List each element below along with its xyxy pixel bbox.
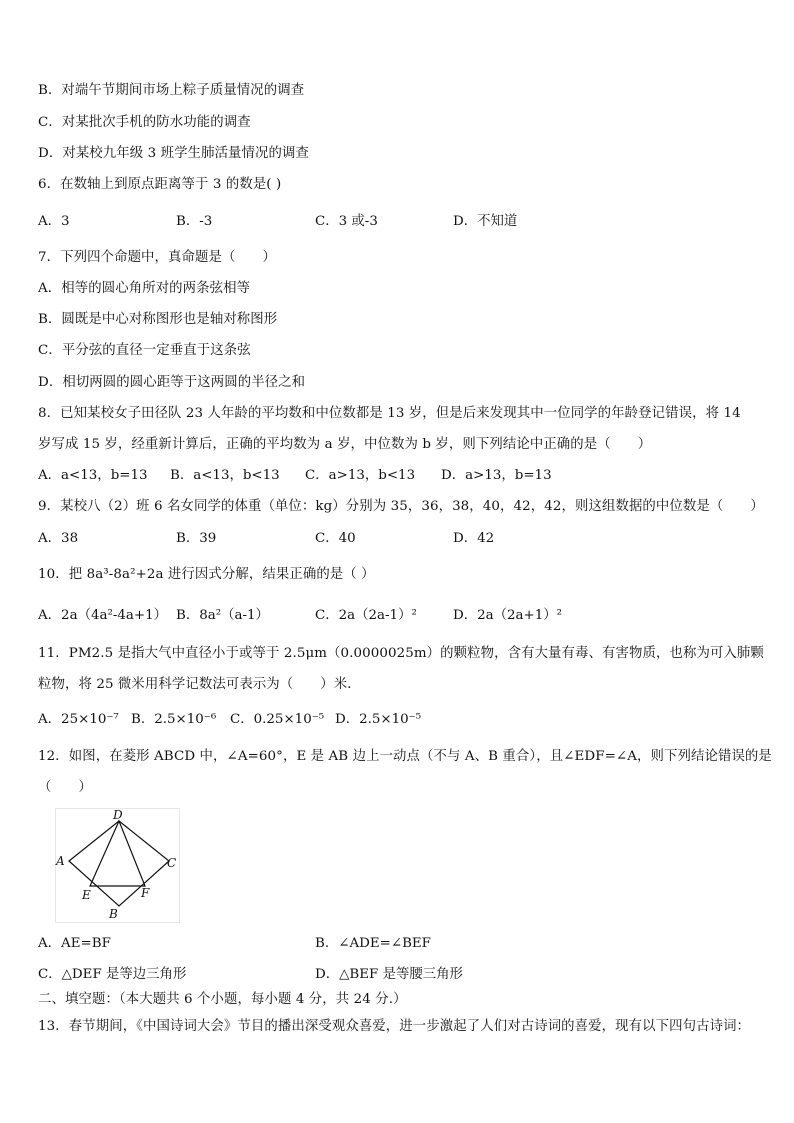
- q10-option-d: D．2a（2a+1）²: [453, 608, 563, 623]
- q9-option-a: A．38: [38, 531, 79, 546]
- q11-option-a: A．25×10⁻⁷: [38, 712, 119, 727]
- q7-option-a: A．相等的圆心角所对的两条弦相等: [38, 281, 251, 296]
- q8-stem-line1: 8．已知某校女子田径队 23 人年龄的平均数和中位数都是 13 岁，但是后来发现其中一位同学的年龄登记错误，将 14: [38, 406, 741, 421]
- label-a: A: [56, 854, 65, 868]
- q5-option-b: B．对端午节期间市场上粽子质量情况的调查: [38, 83, 305, 98]
- q10-option-b: B．8a²（a-1）: [176, 608, 269, 623]
- triangle-def: [90, 821, 145, 886]
- q11-stem-line2: 粒物，将 25 微米用科学记数法可表示为（ ）米．: [38, 677, 361, 692]
- q11-option-b: B．2.5×10⁻⁶: [131, 712, 217, 727]
- q10-option-a: A．2a（4a²-4a+1）: [38, 608, 167, 623]
- q8-option-c: C．a>13，b<13: [305, 468, 416, 483]
- q13-stem: 13．春节期间，《中国诗词大会》节目的播出深受观众喜爱，进一步激起了人们对古诗词的喜爱，现有以下四句古诗词：: [38, 1019, 751, 1034]
- q8-option-a: A．a<13，b=13: [38, 468, 148, 483]
- rhombus-figure: [55, 808, 180, 923]
- q9-stem: 9．某校八（2）班 6 名女同学的体重（单位：kg）分别为 35，36，38，40，42，42，则这组数据的中位数是（ ）: [38, 499, 764, 514]
- q5-option-d: D．对某校九年级 3 班学生肺活量情况的调查: [38, 146, 309, 161]
- q7-option-c: C．平分弦的直径一定垂直于这条弦: [38, 343, 251, 358]
- q6-option-d: D．不知道: [453, 214, 518, 229]
- q12-option-c: C．△DEF 是等边三角形: [38, 967, 187, 982]
- q7-stem: 7．下列四个命题中，真命题是（ ）: [38, 250, 276, 265]
- q7-option-d: D．相切两圆的圆心距等于这两圆的半径之和: [38, 375, 306, 390]
- q12-stem-line2: （ ）: [38, 780, 92, 795]
- q5-option-c: C．对某批次手机的防水功能的调查: [38, 115, 251, 130]
- q12-option-a: A．AE=BF: [38, 936, 111, 951]
- q9-option-c: C．40: [315, 531, 356, 546]
- q6-stem: 6．在数轴上到原点距离等于 3 的数是( ): [38, 177, 282, 192]
- q9-option-d: D．42: [453, 531, 495, 546]
- q6-option-c: C．3 或-3: [315, 214, 378, 229]
- label-b: B: [109, 907, 118, 921]
- q8-option-d: D．a>13，b=13: [441, 468, 552, 483]
- label-f: F: [141, 886, 150, 900]
- q12-stem-line1: 12．如图，在菱形 ABCD 中，∠A=60°，E 是 AB 边上一动点（不与 A、B 重合），且∠EDF=∠A，则下列结论错误的是: [38, 749, 772, 764]
- q8-stem-line2: 岁写成 15 岁，经重新计算后，正确的平均数为 a 岁，中位数为 b 岁，则下列结论中正确的是（ ）: [38, 437, 652, 452]
- q7-option-b: B．圆既是中心对称图形也是轴对称图形: [38, 312, 278, 327]
- q10-stem: 10．把 8a³-8a²+2a 进行因式分解，结果正确的是（ ）: [38, 567, 375, 582]
- label-d: D: [113, 808, 123, 822]
- q8-option-b: B．a<13，b<13: [170, 468, 280, 483]
- q12-option-d: D．△BEF 是等腰三角形: [315, 967, 463, 982]
- section2-heading: 二、填空题：（本大题共 6 个小题，每小题 4 分，共 24 分.）: [38, 992, 407, 1007]
- q11-stem-line1: 11．PM2.5 是指大气中直径小于或等于 2.5μm（0.0000025m）的颗粒物，含有大量有毒、有害物质，也称为可入肺颗: [38, 646, 764, 661]
- q6-option-b: B．-3: [176, 214, 213, 229]
- label-e: E: [82, 888, 91, 902]
- label-c: C: [167, 856, 177, 870]
- q12-option-b: B．∠ADE=∠BEF: [315, 936, 431, 951]
- q9-option-b: B．39: [176, 531, 217, 546]
- q6-option-a: A．3: [38, 214, 70, 229]
- q11-option-d: D．2.5×10⁻⁵: [335, 712, 422, 727]
- q11-option-c: C．0.25×10⁻⁵: [230, 712, 325, 727]
- q10-option-c: C．2a（2a-1）²: [315, 608, 417, 623]
